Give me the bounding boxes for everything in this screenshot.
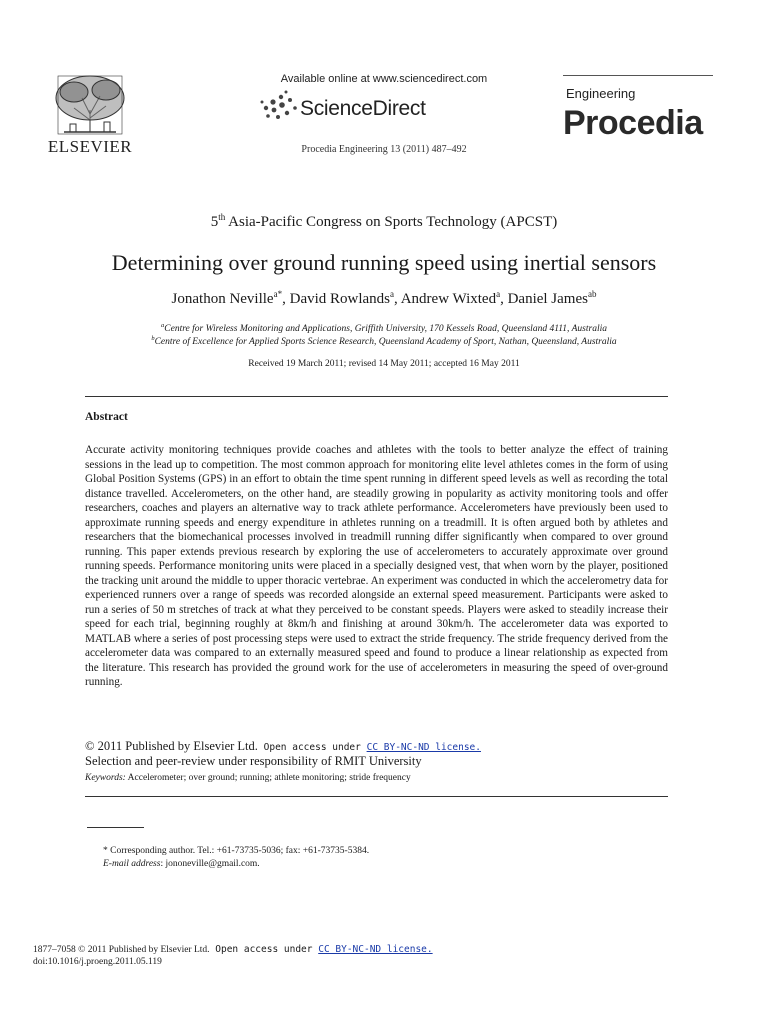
paper-title: Determining over ground running speed using inertial sensors [111,250,657,275]
author-list: Jonathon Neville$^{a*}$, David Rowlands$^a$, Andrew Wixted$^a$, Daniel James$^{ab}$ [171,289,597,307]
doi-line: doi:10.1016/j.proeng.2011.05.119 [33,957,162,967]
affiliation-a: $^a$Centre for Wireless Monitoring and Applications, Griffith University, 170 Kessels Road, Queensland 4111, Australia [161,322,607,335]
journal-reference: Procedia Engineering 13 (2011) 487–492 [301,144,467,155]
abstract-top-rule [85,396,668,397]
header-rule [563,75,713,76]
footnote-rule [87,827,144,828]
keywords-line: Keywords: Accelerometer; over ground; running; athlete monitoring; stride frequency [85,773,411,783]
affiliation-b: $^b$Centre of Excellence for Applied Sports Science Research, Queensland Academy of Sport, Nathan, Queensland, Australia [151,335,617,348]
publisher-name: ELSEVIER [47,137,133,156]
journal-series: Engineering [566,86,636,101]
email-footnote: E-mail address: jononeville@gmail.com. [103,859,260,869]
peer-review-line: Selection and peer-review under responsibility of RMIT University [85,754,422,768]
congress-line: 5th Asia-Pacific Congress on Sports Technology (APCST) [210,212,558,230]
author-name: Jonathon Neville [171,291,274,307]
license-link-bottom[interactable]: CC BY-NC-ND license. [318,944,433,955]
author-name: David Rowlands [289,291,391,307]
abstract-bottom-rule [85,796,668,797]
received-dates: Received 19 March 2011; revised 14 May 2011; accepted 16 May 2011 [248,359,520,369]
corresponding-author-footnote: * Corresponding author. Tel.: +61-73735-5036; fax: +61-73735-5384. [103,846,370,856]
author-name: Daniel James [507,291,588,307]
available-online-text: Available online at www.sciencedirect.com [280,73,488,85]
copyright-line: © 2011 Published by Elsevier Ltd. Open access under CC BY-NC-ND license. [85,739,481,753]
author-name: Andrew Wixted [400,291,497,307]
license-link[interactable]: CC BY-NC-ND license. [366,742,481,753]
journal-name: Procedia [563,104,703,142]
sciencedirect-wordmark: ScienceDirect [300,97,426,120]
abstract-body: Accurate activity monitoring techniques provide coaches and athletes with the tools to better analyze the effect of training sessions in the lead up to competition. The most common approach for monitoring elite level athletes comes in the form of using Global Position Systems (GPS) in an effort to obtain the time spent running in different speed levels as well as recording the total distance travelled. Accelerometers, on the other hand, are steadily growing in popularity as activity monitoring tools and offer researchers, coaches and players an alternative way to track athlete performance. Accelerometers have previously been used to approximate running speeds and energy expenditure in athletes running on a treadmill. It is often argued both by athletes and researchers that the biomechanical processes involved in treadmill running differ significantly when compared to over ground running. This paper extends previous research by exploring the use of accelerometers to accurately approximate over ground running speeds. Performance monitoring units were placed in a specially designed vest, that when worn by the player, positioned the tracking unit around the middle to upper thoracic vertebrae. An experiment was conducted in which the accelerometry data for experienced runners over a range of speeds was recorded alongside an external speed measurement. Participants were asked to run a series of 50 m stretches of track at what they perceived to be constant speeds. Players were asked to steadily increase their speed for each trial, beginning roughly at 8km/h and finishing at around 30km/h. The accelerometer data was exported to MATLAB where a series of post processing steps were used to extract the stride frequency. The stride frequency derived from the accelerometer data was compared to an externally measured speed and found to produce a linear relationship as expected from the literature. This research has provided the ground work for the use of accelerometers in measuring the speed of over-ground running. [85,444,668,688]
abstract-heading: Abstract [85,411,128,423]
issn-line: 1877–7058 © 2011 Published by Elsevier Ltd. Open access under CC BY-NC-ND license. [33,944,433,955]
